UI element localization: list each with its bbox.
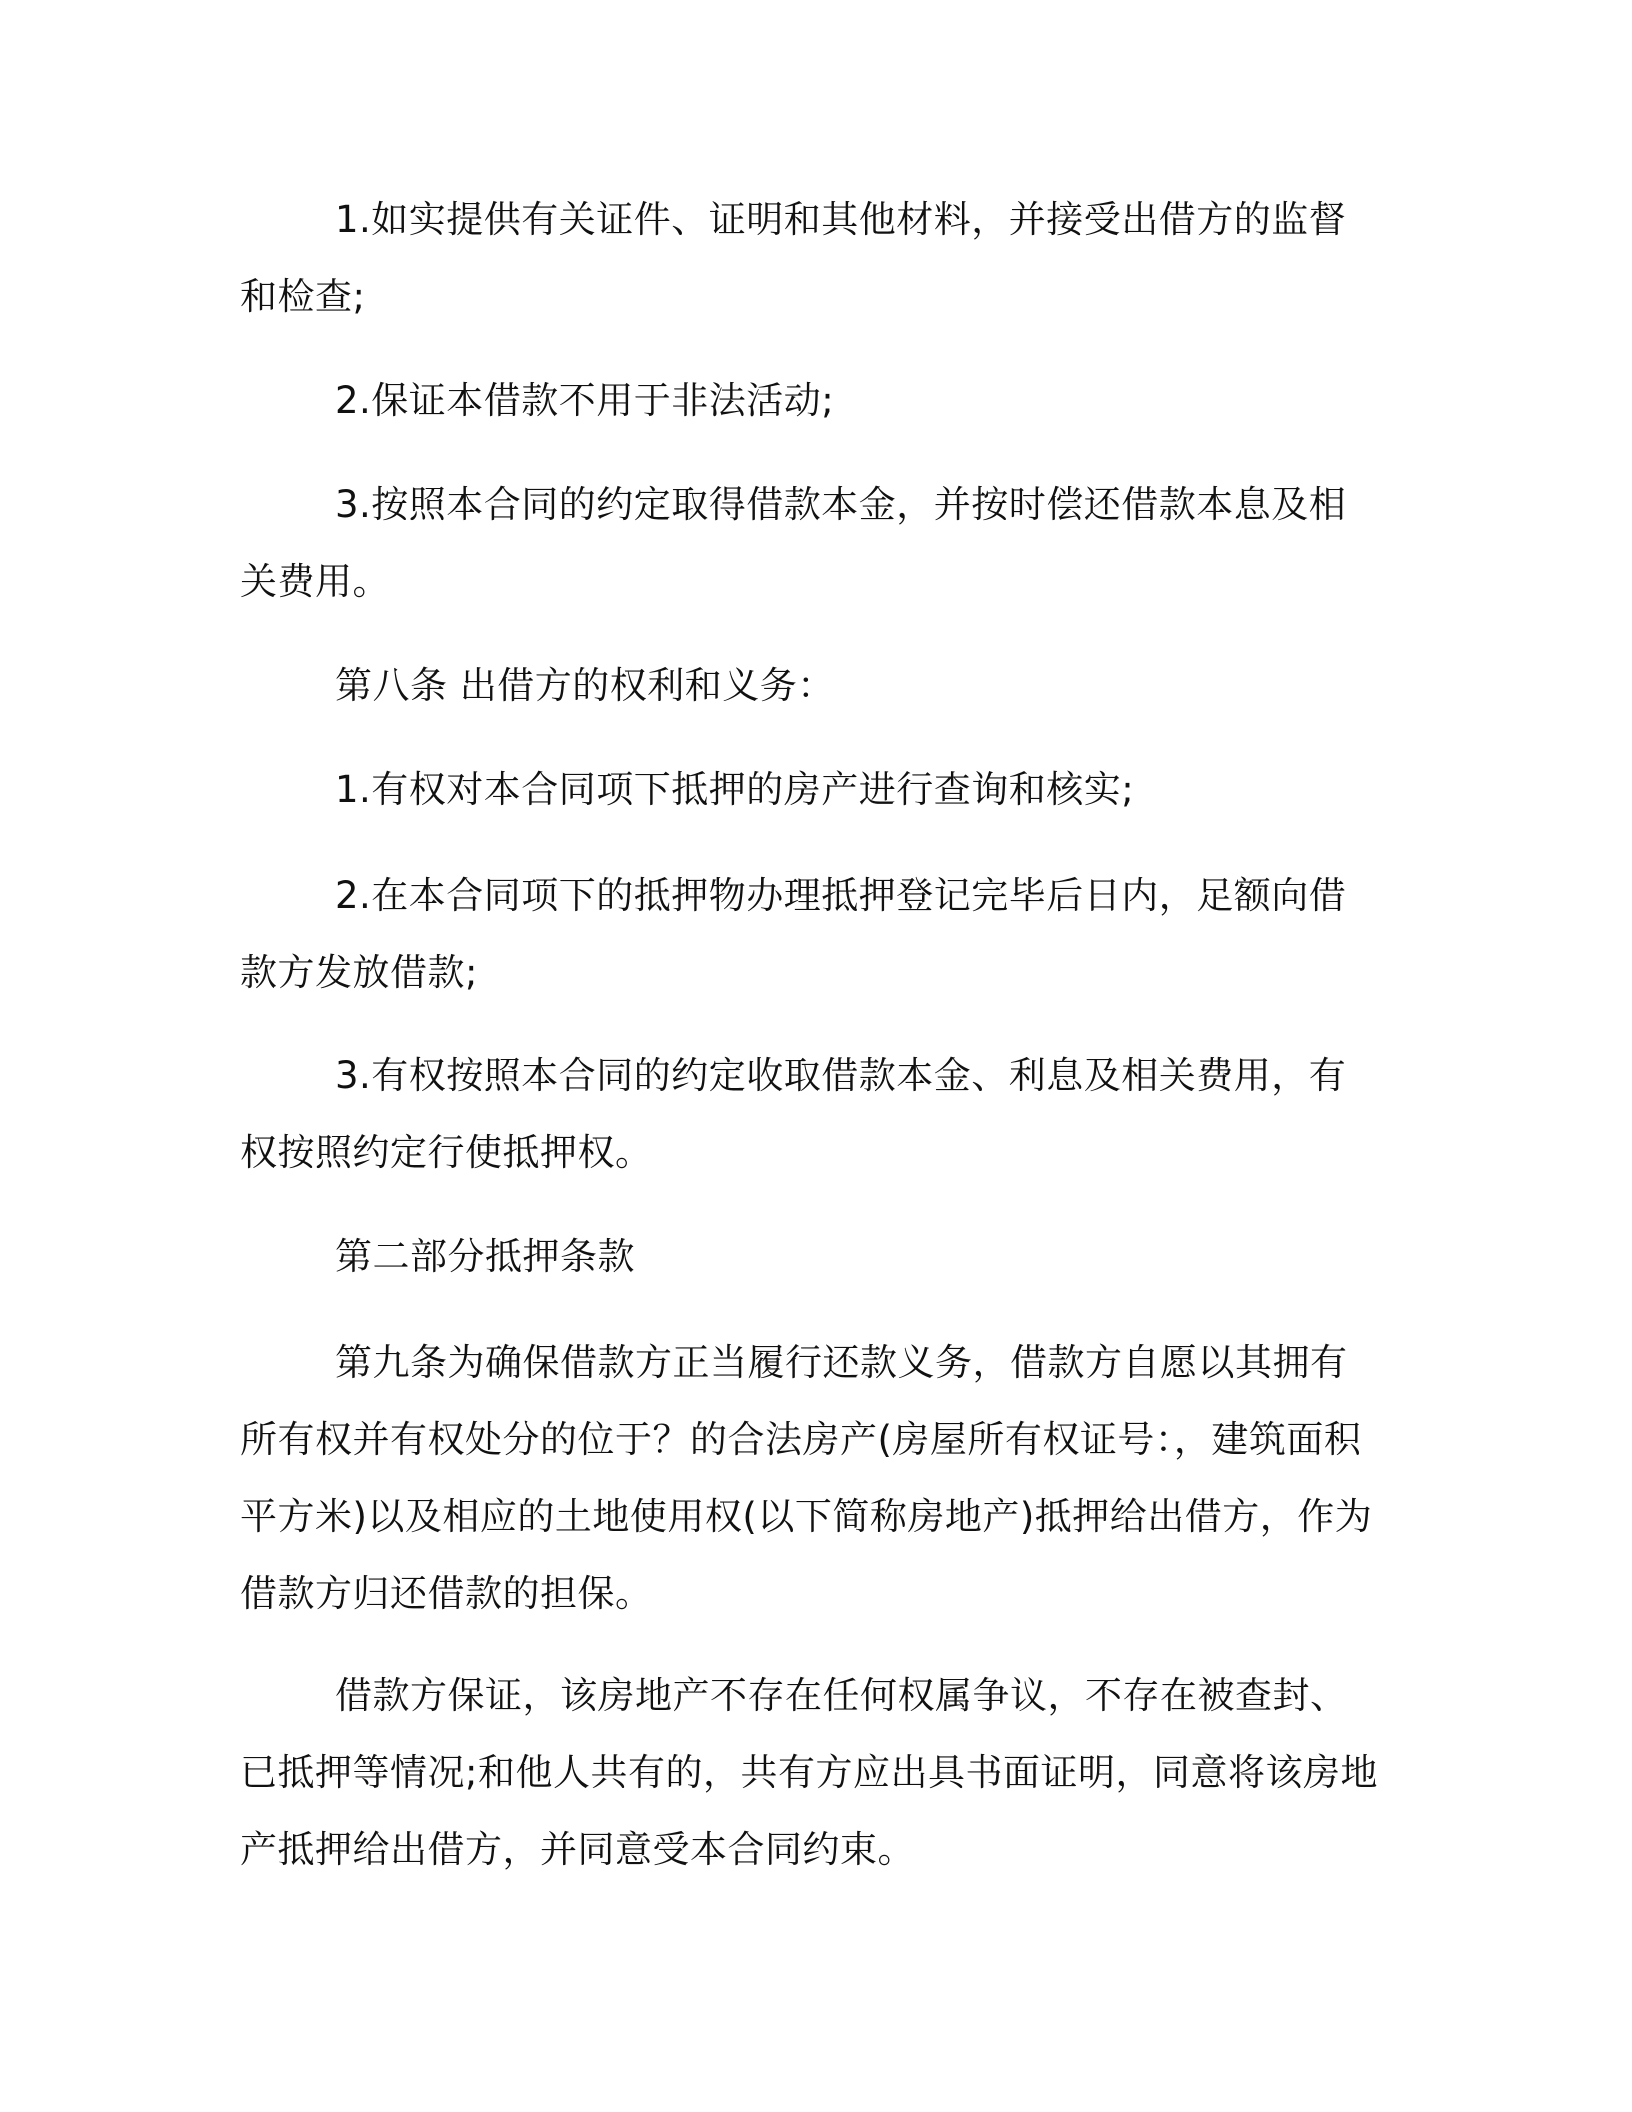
borrower-duty-2: 2.保证本借款不用于非法活动;	[335, 379, 835, 422]
borrower-duty-1: 1.如实提供有关证件、证明和其他材料，并接受出借方的监督和检查;	[240, 198, 1347, 318]
article-9-paragraph: 第九条为确保借款方正当履行还款义务，借款方自愿以其拥有所有权并有权处分的位于？的合法房产(房屋所有权证号：，建筑面积平方米)以及相应的土地使用权(以下简称房地产)抵押给出借方，作为借款方归还借款的担保。	[240, 1341, 1373, 1615]
lender-right-2: 2.在本合同项下的抵押物办理抵押登记完毕后日内，足额向借款方发放借款;	[240, 874, 1347, 994]
borrower-guarantee-paragraph: 借款方保证，该房地产不存在任何权属争议，不存在被查封、已抵押等情况;和他人共有的，共有方应出具书面证明，同意将该房地产抵押给出借方，并同意受本合同约束。	[240, 1674, 1378, 1871]
article-8-heading: 第八条 出借方的权利和义务：	[335, 664, 835, 707]
part-2-heading: 第二部分抵押条款	[335, 1235, 635, 1278]
lender-right-3: 3.有权按照本合同的约定收取借款本金、利息及相关费用，有权按照约定行使抵押权。	[240, 1054, 1347, 1174]
lender-right-1: 1.有权对本合同项下抵押的房产进行查询和核实;	[335, 768, 1135, 811]
borrower-duty-3: 3.按照本合同的约定取得借款本金，并按时偿还借款本息及相关费用。	[240, 483, 1347, 603]
